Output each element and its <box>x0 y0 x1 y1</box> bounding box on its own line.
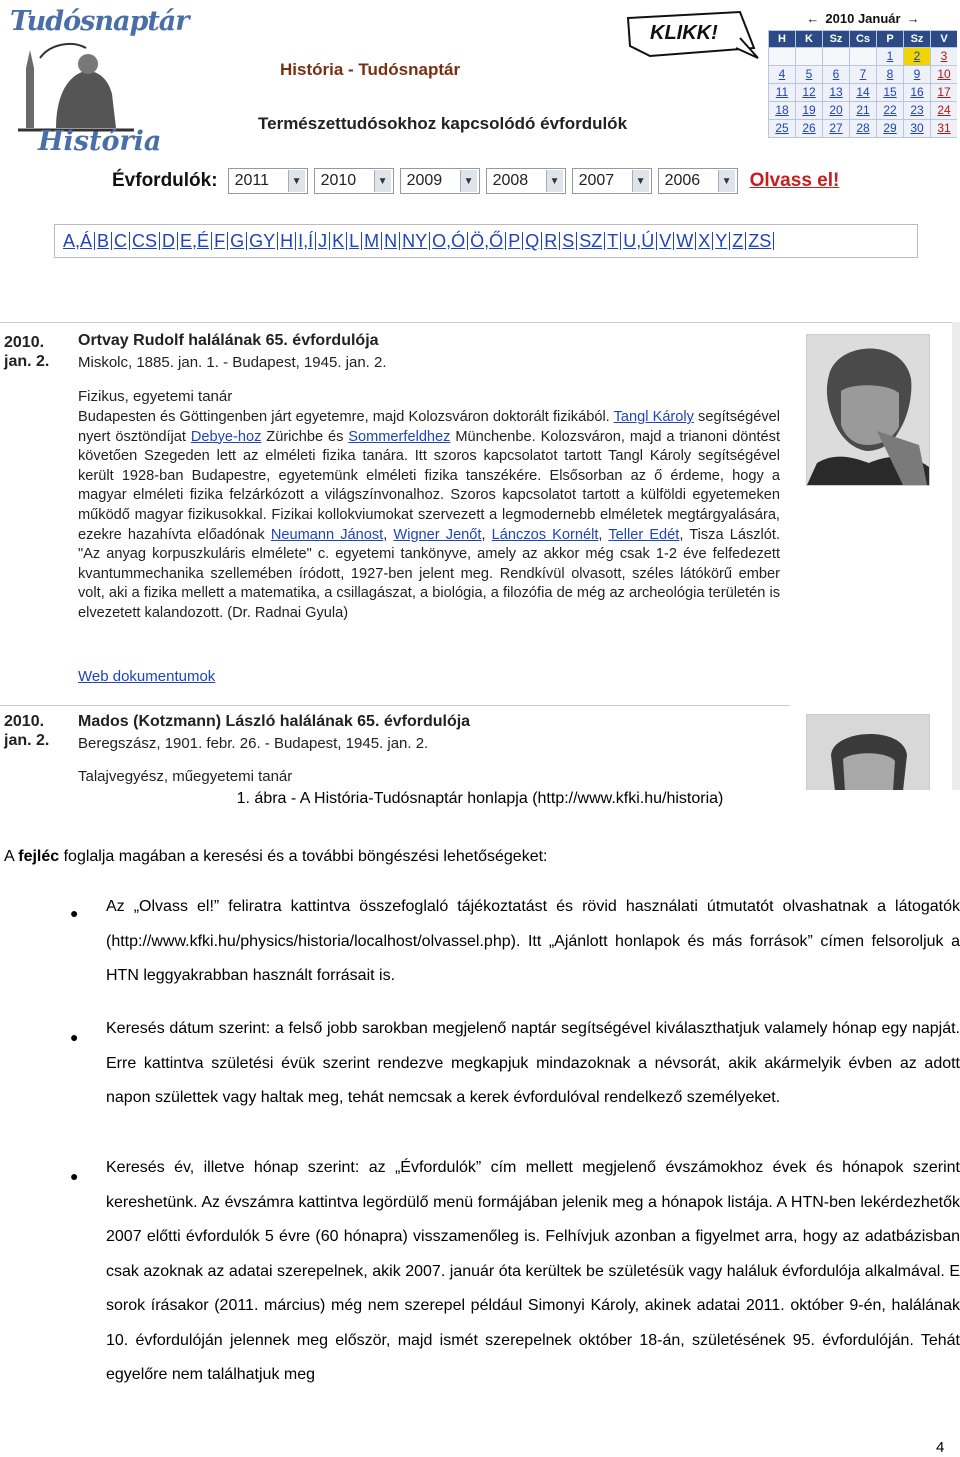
person-link[interactable]: Tangl Károly <box>613 409 694 425</box>
calendar-day[interactable]: 4 <box>769 66 795 83</box>
page-number: 4 <box>936 1439 945 1456</box>
calendar-weekday: P <box>877 31 903 47</box>
year-select[interactable] <box>486 168 566 194</box>
alphabet-letter-link[interactable]: A,Á <box>61 232 95 250</box>
calendar-day[interactable]: 17 <box>931 84 957 101</box>
logo-text-bottom: História <box>38 126 162 157</box>
years-row <box>112 166 839 196</box>
person-link[interactable]: Wigner Jenőt <box>393 526 482 543</box>
calendar-day[interactable]: 27 <box>823 120 849 137</box>
entry-place-dates: Beregszász, 1901. febr. 26. - Budapest, 1945. jan. 2. <box>78 735 429 752</box>
entry-year: 2010. <box>4 334 45 351</box>
alphabet-letter-link[interactable]: K <box>330 232 347 250</box>
calendar-day[interactable]: 5 <box>796 66 822 83</box>
olvass-el-link[interactable]: Olvass el! <box>749 170 840 191</box>
web-documents-link[interactable]: Web dokumentumok <box>78 668 216 685</box>
bullet-icon: ● <box>70 1168 79 1184</box>
calendar-day[interactable]: 21 <box>850 102 876 119</box>
alphabet-letter-link[interactable]: E,É <box>178 232 212 250</box>
bullet-icon: ● <box>70 905 79 921</box>
intro-paragraph <box>4 848 547 866</box>
alphabet-letter-link[interactable]: SZ <box>577 232 605 250</box>
alphabet-letter-link[interactable]: G <box>228 232 247 250</box>
entry-date: jan. 2. <box>4 732 50 749</box>
alphabet-letter-link[interactable]: B <box>95 232 112 250</box>
person-link[interactable]: Debye-hoz <box>190 428 262 445</box>
alphabet-letter-link[interactable]: T <box>605 232 621 250</box>
calendar-weekday: Cs <box>850 31 876 47</box>
alphabet-letter-link[interactable]: Q <box>523 232 542 250</box>
scrollbar[interactable] <box>952 322 960 790</box>
calendar-day[interactable]: 23 <box>904 102 930 119</box>
alphabet-letter-link[interactable]: F <box>212 232 228 250</box>
year-select[interactable] <box>400 168 480 194</box>
bullet-paragraph: Keresés év, illetve hónap szerint: az „Évfordulók” cím mellett megjelenő évszámokhoz évek és hónapok szerint kereshetünk. Az évszámra kattintva legördülő menü formájában jelenik meg a hónapok listája. A HTN-ben lekérdezhetők 2007 előtti évfordulók 5 évre (60 hónapra) visszamenőleg is. Felhívjuk azonban a figyelmet arra, hogy az adatbázisban csak azoknak az adatai szerepelnek, akik 2007. január óta kerültek be születésük vagy haláluk évfordulója alkalmával. E sorok írásakor (2011. március) még nem szerepel például Simonyi Károly, akinek adatai 2011. október 9-én, halálának 10. évfordulóján jelennek meg először, majd ismét szerepelnek október 18-án, születésének 95. évfordulóján. Tehát egyelőre nem találhatjuk meg <box>106 1159 960 1383</box>
alphabet-letter-link[interactable]: ZS <box>746 232 774 250</box>
alphabet-letter-link[interactable]: N <box>382 232 400 250</box>
alphabet-letter-link[interactable]: C <box>112 232 130 250</box>
alphabet-letter-link[interactable]: H <box>278 232 296 250</box>
logo-text-top: Tudósnaptár <box>10 6 189 37</box>
alphabet-letter-link[interactable]: M <box>362 232 382 250</box>
alphabet-letter-link[interactable]: NY <box>400 232 430 250</box>
calendar-weekday: Sz <box>823 31 849 47</box>
entry-role: Fizikus, egyetemi tanár <box>78 388 233 405</box>
bio-text: , Tisza Lászlót. "Az anyag korpuszkuláris elmélete" c. egyetemi tankönyve, amely az akkor még csak 1-2 éve felfedezett kvantummechanika szellemében íródott, 1927-ben jelent meg. Rendkívül olvasott, széles látókörű ember volt, aki a fizika mellett a matematika, a csillagászat, a biológia, a filozófia de még az archeológia területén is elvezetett kalandozott. (Dr. Radnai Gyula) <box>78 526 781 621</box>
alphabet-letter-link[interactable]: U,Ú <box>621 232 657 250</box>
year-value: 2009 <box>406 172 443 189</box>
calendar-day[interactable]: 22 <box>877 102 903 119</box>
calendar-weekday: H <box>769 31 795 47</box>
calendar-day[interactable]: 1 <box>877 48 903 65</box>
year-select[interactable] <box>572 168 652 194</box>
intro-text: A <box>4 848 19 865</box>
calendar-weekday: Sz <box>904 31 930 47</box>
dropdown-arrow-icon: ▼ <box>546 170 563 192</box>
portrait-image <box>807 715 929 790</box>
calendar-day[interactable]: 11 <box>769 84 795 101</box>
calendar-day[interactable]: 30 <box>904 120 930 137</box>
dropdown-arrow-icon: ▼ <box>632 170 649 192</box>
bio-text: , <box>598 526 609 543</box>
calendar-day[interactable]: 28 <box>850 120 876 137</box>
alphabet-letter-link[interactable]: Z <box>730 232 746 250</box>
bio-text: , <box>383 526 394 543</box>
year-value: 2010 <box>320 172 357 189</box>
alphabet-letter-link[interactable]: Y <box>713 232 730 250</box>
calendar-header <box>768 6 958 30</box>
calendar-empty-cell <box>796 48 822 65</box>
calendar-day[interactable]: 3 <box>931 48 957 65</box>
alphabet-letter-link[interactable]: P <box>506 232 523 250</box>
calendar-day[interactable]: 6 <box>823 66 849 83</box>
entry-biography <box>78 408 780 624</box>
calendar-empty-cell <box>850 48 876 65</box>
calendar-day[interactable]: 26 <box>796 120 822 137</box>
bullet-icon: ● <box>70 1029 79 1045</box>
portrait-photo <box>806 334 930 486</box>
calendar-weekday: V <box>931 31 957 47</box>
dropdown-arrow-icon: ▼ <box>718 170 735 192</box>
alphabet-letter-link[interactable]: V <box>657 232 674 250</box>
calendar-day[interactable]: 7 <box>850 66 876 83</box>
bio-text: Zürichbe és <box>261 428 349 445</box>
bullet-paragraph: Az „Olvass el!” feliratra kattintva összefoglaló tájékoztatást és rövid használati útmutatót olvashatnak a látogatók (http://www.kfki.hu/physics/historia/localhost/olvassel.php). Itt „Ajánlott honlapok és más források” címen felsoroljuk a HTN leggyakrabban használt forrásait is. <box>106 898 960 984</box>
alphabet-letter-link[interactable]: R <box>542 232 560 250</box>
bio-text: , <box>481 526 492 543</box>
intro-text: foglalja magában a keresési és a további böngészési lehetőségeket: <box>59 848 548 865</box>
dropdown-arrow-icon: ▼ <box>288 170 305 192</box>
alphabet-index <box>54 224 918 258</box>
divider <box>0 322 960 323</box>
calendar-month-title: 2010 Január <box>825 10 901 26</box>
bio-text: Münchenbe. Kolozsváron, majd a trianoni döntést követően Szegeden lett az elméleti fizika tanára. Itt szoros kapcsolatot tartott Tangl Károly segítségével került 1928-ban Budapestre, egyetemünk elméleti fizika tanszékére. Elsősorban az ő érdeme, hogy a magyar elméleti fizika felzárkózott a világszínvonalhoz. Szoros kapcsolatot tartott a külföldi egyetemeken működő magyar fizikusokkal. Fizikai kollokviumokat szervezett a legmodernebb elméletek megtárgyalására, ezekre hazahívta előadónak <box>78 428 780 543</box>
alphabet-letter-link[interactable]: GY <box>247 232 278 250</box>
portrait-photo <box>806 714 930 790</box>
bio-text: Budapesten és Göttingenben járt egyetemre, majd Kolozsváron doktorált fizikából. <box>78 409 614 425</box>
year-select[interactable] <box>228 168 308 194</box>
calendar-day[interactable]: 14 <box>850 84 876 101</box>
klikk-bubble[interactable] <box>620 8 760 63</box>
calendar-day[interactable]: 2 <box>904 48 930 65</box>
calendar-empty-cell <box>769 48 795 65</box>
calendar-day[interactable]: 15 <box>877 84 903 101</box>
year-select-list <box>228 168 744 194</box>
calendar-day[interactable]: 24 <box>931 102 957 119</box>
site-title: História - Tudósnaptár <box>280 60 461 79</box>
calendar-day[interactable]: 13 <box>823 84 849 101</box>
calendar-grid <box>768 30 957 138</box>
alphabet-letter-link[interactable]: D <box>160 232 178 250</box>
calendar-day[interactable]: 9 <box>904 66 930 83</box>
alphabet-letter-link[interactable]: X <box>696 232 713 250</box>
calendar-day[interactable]: 29 <box>877 120 903 137</box>
dropdown-arrow-icon: ▼ <box>374 170 391 192</box>
entry-place-dates: Miskolc, 1885. jan. 1. - Budapest, 1945. jan. 2. <box>78 354 387 371</box>
year-select[interactable] <box>314 168 394 194</box>
alphabet-letter-link[interactable]: CS <box>130 232 160 250</box>
site-subtitle: Természettudósokhoz kapcsolódó évfordulók <box>258 114 628 133</box>
entry-role: Talajvegyész, műegyetemi tanár <box>78 768 293 785</box>
person-link[interactable]: Sommerfeldhez <box>348 428 451 445</box>
entry-title: Mados (Kotzmann) László halálának 65. évfordulója <box>78 713 471 730</box>
calendar-day[interactable]: 8 <box>877 66 903 83</box>
entry-year: 2010. <box>4 713 45 730</box>
calendar-weekday: K <box>796 31 822 47</box>
klikk-text: KLIKK! <box>650 22 718 44</box>
portrait-image <box>807 335 929 485</box>
logo-figure-icon <box>16 38 136 134</box>
calendar-widget <box>768 6 958 138</box>
calendar-day[interactable]: 19 <box>796 102 822 119</box>
calendar-prev-arrow-icon[interactable]: ← <box>806 10 820 26</box>
years-label: Évfordulók: <box>112 170 218 191</box>
site-logo[interactable] <box>4 4 189 164</box>
calendar-next-arrow-icon[interactable]: → <box>906 10 920 26</box>
calendar-day[interactable]: 16 <box>904 84 930 101</box>
person-link[interactable]: Teller Edét <box>608 526 680 543</box>
alphabet-letter-link[interactable]: L <box>347 232 362 250</box>
figure-caption: 1. ábra - A História-Tudósnaptár honlapja (http://www.kfki.hu/historia) <box>236 790 724 807</box>
entry-date: jan. 2. <box>4 353 50 370</box>
divider <box>0 705 790 706</box>
calendar-day[interactable]: 25 <box>769 120 795 137</box>
entry-title: Ortvay Rudolf halálának 65. évfordulója <box>78 332 379 349</box>
alphabet-letter-link[interactable]: I,Í <box>296 232 316 250</box>
alphabet-letter-link[interactable]: J <box>316 232 330 250</box>
person-link[interactable]: Lánczos Kornélt <box>491 526 599 543</box>
bio-text: segítségével nyert ösztöndíjat <box>78 409 780 445</box>
person-link[interactable]: Neumann Jánost <box>270 526 384 543</box>
alphabet-letter-link[interactable]: S <box>560 232 577 250</box>
year-value: 2008 <box>492 172 529 189</box>
calendar-day[interactable]: 18 <box>769 102 795 119</box>
year-value: 2007 <box>578 172 615 189</box>
calendar-day[interactable]: 20 <box>823 102 849 119</box>
calendar-day[interactable]: 31 <box>931 120 957 137</box>
year-value: 2011 <box>234 172 269 189</box>
intro-bold-term: fejléc <box>18 848 60 865</box>
alphabet-letter-link[interactable]: W <box>674 232 696 250</box>
year-value: 2006 <box>664 172 701 189</box>
dropdown-arrow-icon: ▼ <box>460 170 477 192</box>
calendar-empty-cell <box>823 48 849 65</box>
alphabet-letter-link[interactable]: Ö,Ő <box>468 232 506 250</box>
bullet-paragraph: Keresés dátum szerint: a felső jobb sarokban megjelenő naptár segítségével kiválaszthatjuk valamely hónap egy napját. Erre kattintva születési évük szerint rendezve megkapjuk mindazoknak a névsorát, akik akármelyik évben az adott napon születtek vagy haltak meg, tehát nemcsak a kerek évfordulóval rendelkező személyeket. <box>106 1020 960 1106</box>
calendar-day[interactable]: 10 <box>931 66 957 83</box>
alphabet-letter-link[interactable]: O,Ó <box>430 232 468 250</box>
year-select[interactable] <box>658 168 738 194</box>
calendar-day[interactable]: 12 <box>796 84 822 101</box>
